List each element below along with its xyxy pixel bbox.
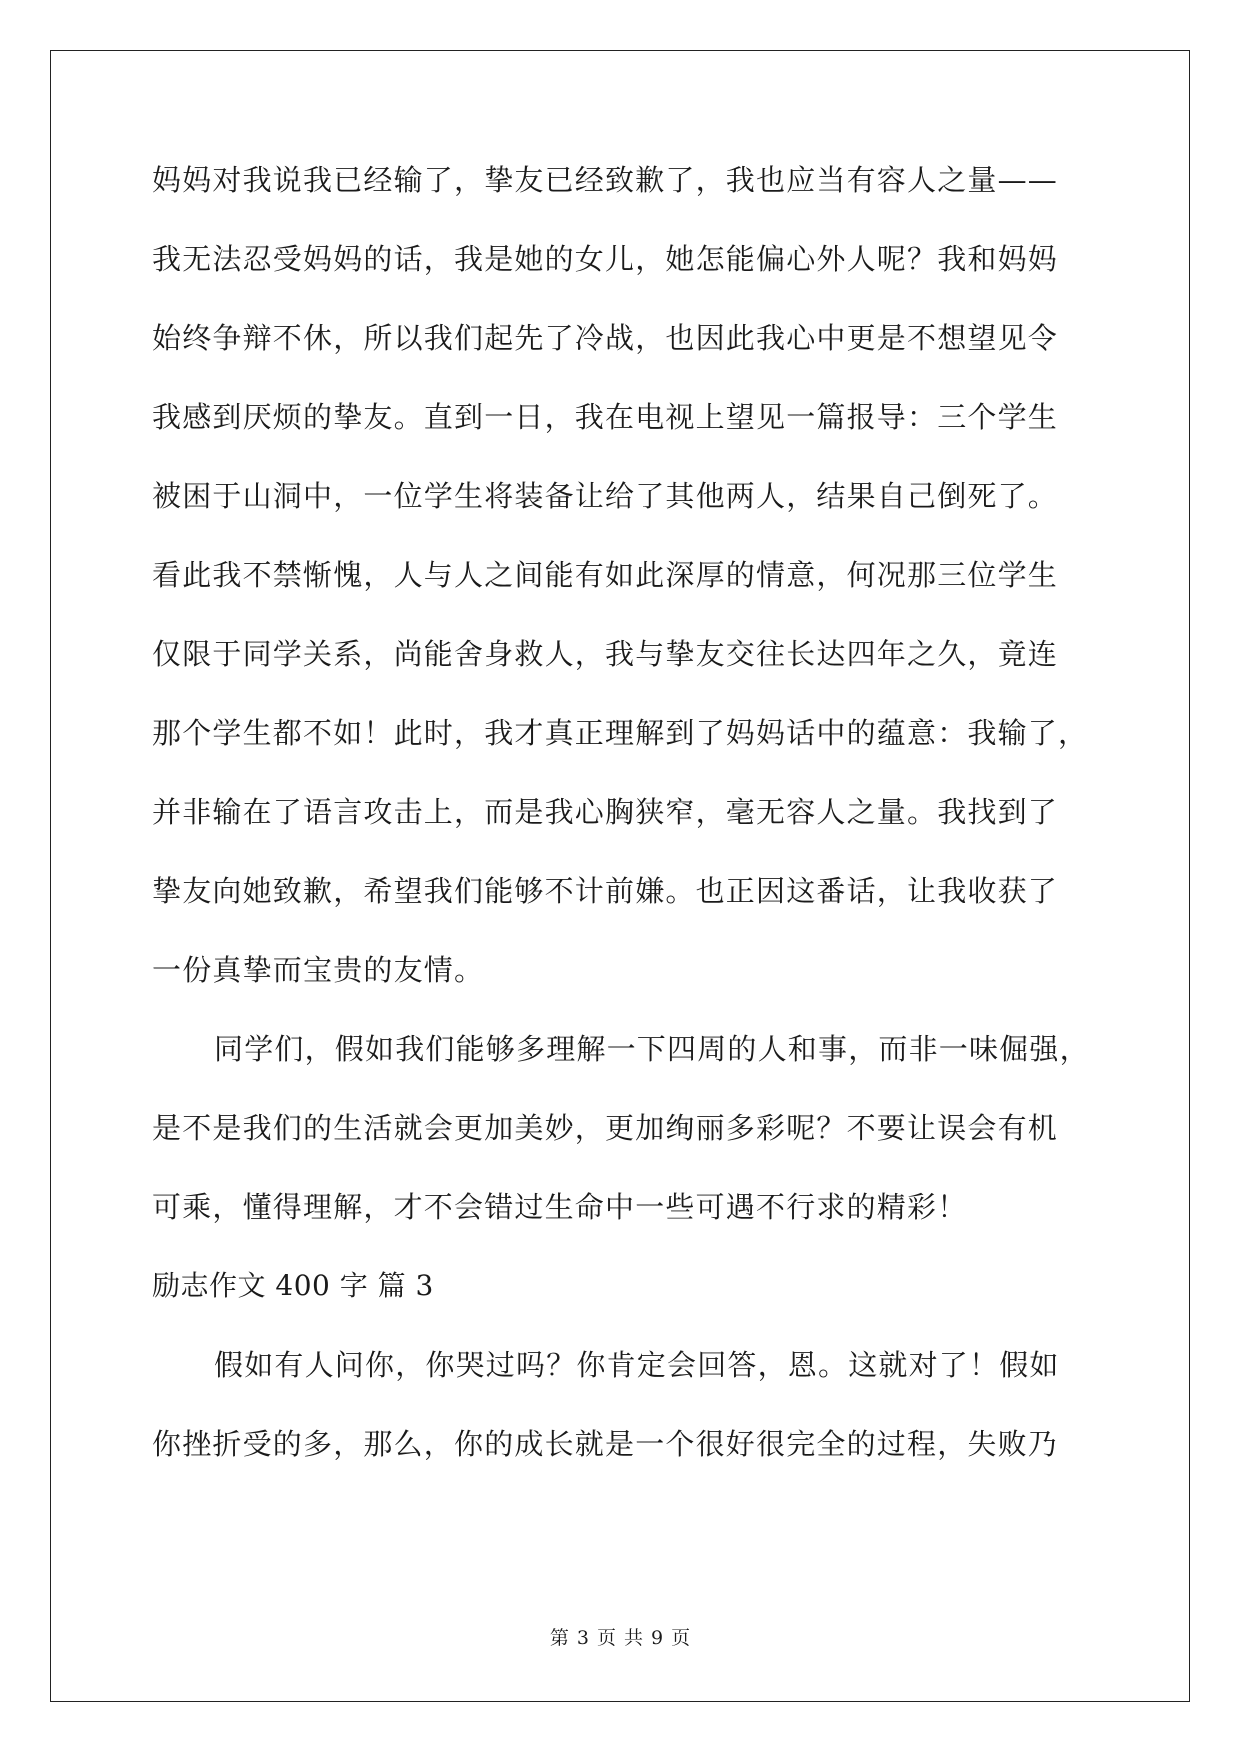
text-line: 那个学生都不如！此时，我才真正理解到了妈妈话中的蕴意：我输了， — [152, 716, 1089, 750]
paragraph-start-line: 假如有人问你，你哭过吗？你肯定会回答，恩。这就对了！假如 — [214, 1348, 1060, 1382]
section-heading: 励志作文 400 字 篇 3 — [152, 1269, 434, 1302]
text-line: 始终争辩不休，所以我们起先了冷战，也因此我心中更是不想望见令 — [152, 321, 1059, 355]
document-body — [152, 160, 1092, 1503]
text-line: 仅限于同学关系，尚能舍身救人，我与挚友交往长达四年之久，竟连 — [152, 637, 1059, 671]
text-line: 看此我不禁惭愧，人与人之间能有如此深厚的情意，何况那三位学生 — [152, 558, 1059, 592]
text-line: 我无法忍受妈妈的话，我是她的女儿，她怎能偏心外人呢？我和妈妈 — [152, 242, 1059, 276]
text-line: 我感到厌烦的挚友。直到一日，我在电视上望见一篇报导：三个学生 — [152, 400, 1059, 434]
text-line: 被困于山洞中，一位学生将装备让给了其他两人，结果自己倒死了。 — [152, 479, 1059, 513]
text-line: 你挫折受的多，那么，你的成长就是一个很好很完全的过程，失败乃 — [152, 1427, 1059, 1461]
text-line: 并非输在了语言攻击上，而是我心胸狭窄，毫无容人之量。我找到了 — [152, 795, 1059, 829]
paragraph-start-line: 同学们，假如我们能够多理解一下四周的人和事，而非一味倔强， — [214, 1032, 1090, 1066]
text-line: 是不是我们的生活就会更加美妙，更加绚丽多彩呢？不要让误会有机 — [152, 1111, 1059, 1145]
text-line: 一份真挚而宝贵的友情。 — [152, 953, 485, 987]
page-number-footer: 第 3 页 共 9 页 — [549, 1627, 692, 1649]
text-line: 挚友向她致歉，希望我们能够不计前嫌。也正因这番话，让我收获了 — [152, 874, 1059, 908]
text-line: 妈妈对我说我已经输了，挚友已经致歉了，我也应当有容人之量—— — [152, 163, 1059, 197]
text-line: 可乘，懂得理解，才不会错过生命中一些可遇不行求的精彩！ — [152, 1190, 968, 1224]
